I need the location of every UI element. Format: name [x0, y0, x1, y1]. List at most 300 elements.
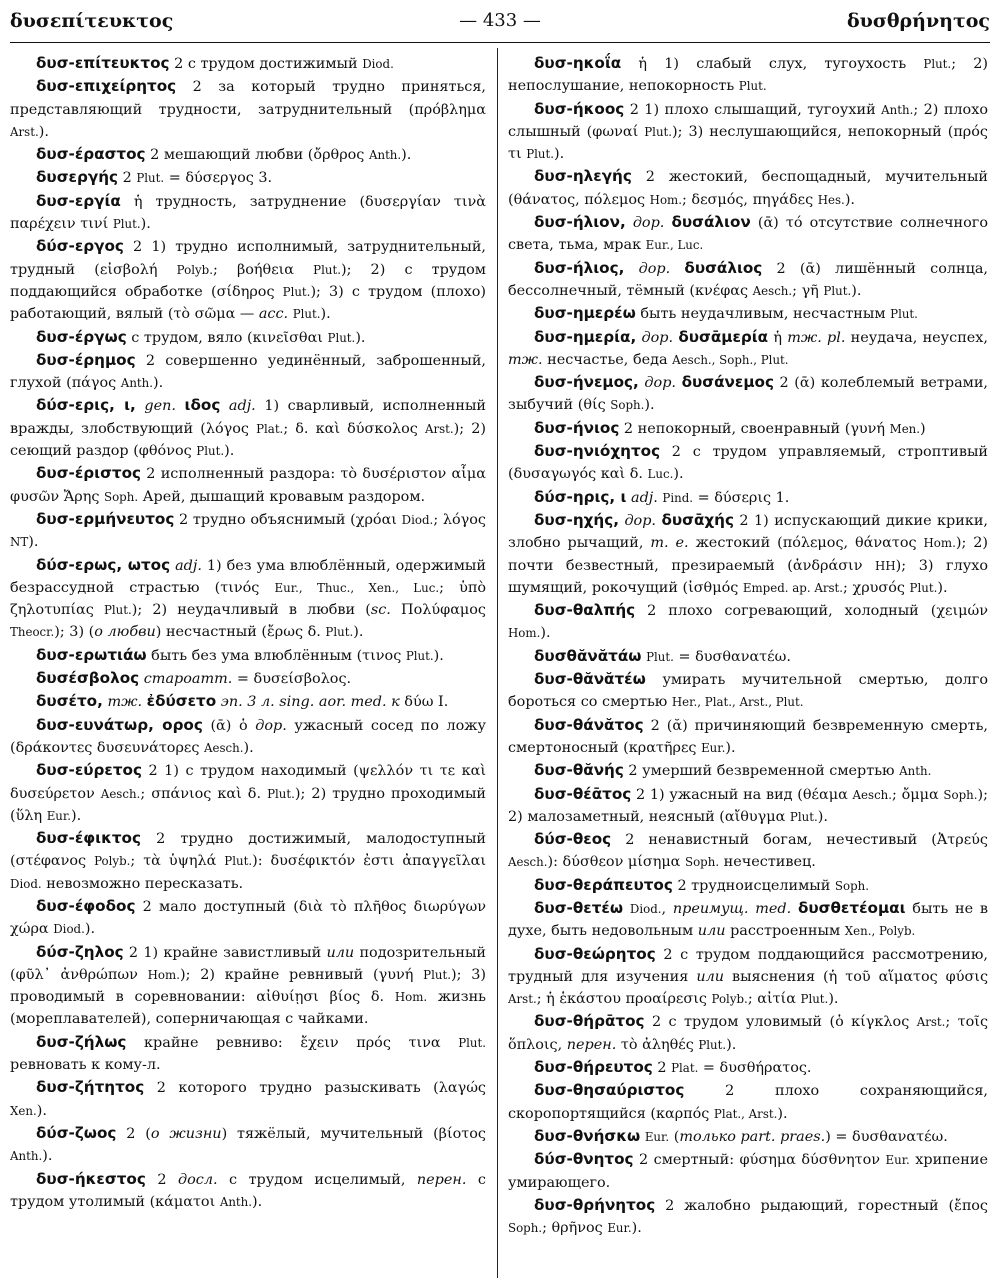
entry-text: 2 с трудом уловимый (ὁ κίγκλος — [644, 1014, 917, 1031]
headword: δυσ-θησαύριστος — [534, 1081, 685, 1100]
source-abbr: Soph. — [508, 1221, 543, 1236]
entry-text: с трудом исцелимый, — [217, 1171, 417, 1188]
source-abbr: Hom. — [147, 967, 180, 982]
headword: δυσ-θέᾱτος — [534, 784, 632, 803]
entry-text: ; ἡ ἑκάστου προαίρεσις — [536, 991, 712, 1008]
dictionary-entry — [508, 486, 988, 509]
entry-text: ). — [320, 306, 331, 323]
dictionary-entry — [508, 1010, 988, 1056]
dictionary-entry — [508, 52, 988, 98]
entry-text: 2 1) с трудом находимый (ψελλόν τι τε καὶ δυσεύρετον — [10, 763, 486, 802]
dictionary-entry — [10, 759, 486, 827]
entry-text: ). — [252, 1193, 263, 1210]
dictionary-entry — [10, 667, 486, 690]
source-abbr: Plut. — [196, 444, 225, 459]
source-abbr: Aesch. — [508, 855, 548, 870]
entry-text: ) — [920, 420, 926, 437]
entry-text: ; ὑπὸ ζηλοτυπίας — [10, 579, 486, 619]
dictionary-entry — [508, 1194, 988, 1240]
source-abbr: Hom. — [649, 192, 682, 207]
source-abbr: Plut. — [909, 580, 938, 595]
headword: δυσ-θνήσκω — [534, 1126, 641, 1145]
headword: δυσάλιον — [671, 213, 751, 232]
source-abbr: Diod. — [10, 876, 42, 891]
headword: δυσ-θετέω — [534, 898, 624, 917]
dictionary-entry — [10, 75, 486, 143]
entry-text: Πολύφαμος — [390, 602, 486, 619]
dictionary-entry — [508, 897, 988, 943]
italic-label: только part. praes. — [679, 1128, 826, 1145]
headword: δυσ-θεώρητος — [534, 944, 656, 963]
headword: δυσ-ήκεστος — [36, 1169, 146, 1188]
entry-text: 1) без ума влюблённый, одержимый безрассудной страстью (τινός — [10, 557, 486, 596]
entry-text: 2 мешающий любви (ὄρθρος — [145, 147, 369, 164]
italic-label: дор. — [632, 215, 665, 232]
entry-text: τὸ ἀληθές — [616, 1036, 699, 1053]
entry-text: 2 исполненный раздора: τὸ δυσέριστον αἷμα φυσῶν Ἄρης — [10, 466, 486, 505]
entry-text: ). — [84, 921, 96, 938]
dictionary-entry — [508, 326, 988, 372]
source-abbr: Plut. — [789, 809, 818, 824]
source-abbr: Plut. — [103, 603, 132, 618]
headword: δυσ-ερμήνευτος — [36, 509, 175, 528]
entry-text — [176, 398, 185, 414]
header-right-guideword: δυσθρήνητος — [846, 10, 990, 32]
entry-text: нечестивец. — [719, 854, 816, 871]
entry-text: ; αἰτία — [747, 991, 801, 1008]
headword: δυσεργής — [36, 168, 119, 187]
dictionary-entry — [508, 1125, 988, 1148]
dictionary-entry — [508, 1056, 988, 1079]
headword: δύσ-ζωος — [36, 1123, 117, 1142]
entry-text: ) = δυσθανατέω. — [825, 1128, 948, 1145]
entry-text: ). — [355, 329, 366, 346]
entry-text: ). — [828, 991, 839, 1008]
entry-text: 2 (ᾱ) колеблемый ветрами, зыбучий (θίς — [508, 375, 988, 414]
entry-text: ). — [433, 647, 444, 664]
entry-text: крайне ревниво: ἔχειν πρός τινα — [126, 1034, 459, 1051]
entry-text: 2 — [118, 170, 137, 187]
page-number: — 433 — — [459, 10, 541, 31]
headword: δυσ-ήλιος, — [534, 258, 625, 277]
entry-text: 2 за который трудно приняться, представляющий трудности, затруднительный (πρόβλημα — [10, 79, 486, 118]
italic-label: тж. pl. — [787, 329, 846, 346]
source-abbr: Anth. — [120, 376, 154, 391]
headword: δυσ-ζήτητος — [36, 1078, 145, 1097]
headword: δυσ-επιχείρητος — [36, 77, 177, 96]
entry-text: ; σπάνιος καὶ δ. — [140, 785, 268, 802]
headword: δυσθᾰνᾰτάω — [534, 646, 642, 665]
headword: δύσ-θνητος — [534, 1150, 634, 1169]
dictionary-entry — [508, 599, 988, 645]
entry-text: быть неудачливым, несчастным — [635, 306, 891, 323]
entry-text: ). — [844, 191, 856, 208]
entry-text: 2 жестокий, беспощадный, мучительный (θάνατος, πόλεμος — [508, 169, 988, 208]
dictionary-entry — [10, 1031, 486, 1077]
source-abbr: Soph. — [610, 398, 645, 413]
headword: δυσ-ηχής, — [534, 510, 620, 529]
entry-text: жестокий (πόλεμος, θάνατος — [688, 535, 924, 552]
headword: δυσέτο, — [36, 692, 103, 711]
entry-text: 2 совершенно уединённый, заброшенный, глухой (πάγος — [10, 352, 486, 392]
entry-text: 2 плохо сохраняющийся, скоропортящийся (καρπός — [508, 1083, 988, 1122]
entry-text: 2 с трудом поддающийся рассмотрению, трудный для изучения — [508, 946, 988, 985]
headword: δυσάνεμος — [681, 373, 774, 392]
source-abbr: Her., Plat., Arst., Plut. — [671, 695, 804, 710]
source-abbr: Plut. — [646, 649, 674, 664]
source-abbr: NT — [10, 535, 29, 550]
headword: δυσ-θεράπευτος — [534, 875, 673, 894]
entry-text — [791, 901, 798, 917]
right-column — [508, 52, 988, 1280]
source-abbr: Plut. — [458, 1035, 486, 1050]
entry-text: ; τὰ ὑψηλά — [130, 853, 225, 870]
dictionary-entry — [10, 508, 486, 554]
source-abbr: Diod. — [362, 57, 394, 71]
entry-text: ). — [140, 216, 151, 233]
entry-text: ); 3) глухо шумящий, рокочущий (ἰσθμός — [508, 557, 988, 596]
entry-text: невозможно пересказать. — [41, 875, 244, 892]
headword: δυσ-θήρᾱτος — [534, 1012, 645, 1031]
headword: δυσ-ευνάτωρ, ορος — [36, 715, 203, 734]
source-abbr: Anth. — [881, 102, 914, 117]
italic-label: дор. — [255, 717, 287, 734]
entry-text: 2 умерший безвременной смертью — [623, 763, 900, 780]
entry-text: жизнь (мореплавателей), соперничающая с чайками. — [10, 989, 486, 1028]
entry-text: ). — [540, 625, 551, 642]
entry-text: ); 2) трудно проходимый (ὕλη — [10, 785, 486, 824]
headword: δυσ-έραστος — [36, 145, 146, 164]
page-header — [10, 6, 990, 40]
source-abbr: Plut. — [327, 330, 356, 345]
entry-text: умирать мучительной смертью, долго бороться со смертью — [508, 672, 988, 711]
source-abbr: Diod. — [629, 901, 662, 916]
source-abbr: Arst. — [424, 421, 454, 436]
source-abbr: Soph. — [943, 787, 978, 802]
entry-text: ; θρῆνος — [542, 1220, 608, 1237]
source-abbr: Luc. — [647, 467, 674, 482]
italic-label: или — [326, 944, 355, 961]
entry-text: = δυσείσβολος. — [232, 671, 352, 688]
entry-text: 2 плохо согревающий, холодный (χειμών — [635, 603, 988, 620]
entry-text: ; δεσμός, πηγάδες — [681, 191, 818, 208]
entry-text: ). — [817, 808, 828, 825]
entry-text: ). — [243, 739, 254, 756]
source-abbr: Hom. — [394, 990, 428, 1005]
italic-label: староатт. — [143, 671, 233, 688]
entry-text: ). — [42, 1148, 53, 1165]
source-abbr: Arst. — [508, 992, 537, 1007]
entry-text: ) несчастный (ἔρως δ. — [155, 624, 326, 641]
entry-text: ). — [153, 375, 164, 392]
dictionary-entry — [508, 211, 988, 257]
entry-text: (ᾱ) τό отсутствие солнечного света, тьма, мрак — [508, 215, 988, 254]
source-abbr: Hes. — [817, 192, 845, 207]
source-abbr: Plut. — [890, 307, 918, 322]
headword: δυσ-ήκοος — [534, 99, 625, 118]
source-abbr: Soph. — [103, 489, 139, 504]
source-abbr: Eur. — [46, 808, 71, 823]
headword: δυσ-θᾰνής — [534, 761, 624, 780]
entry-text: расстроенным — [725, 923, 845, 940]
entry-text: ; ὄμμα — [892, 786, 944, 803]
headword: δυσ-ήνεμος, — [534, 373, 639, 392]
dictionary-entry — [508, 371, 988, 417]
entry-text: 2 1) крайне завистливый — [123, 944, 327, 961]
entry-text: 2 ( — [116, 1125, 151, 1142]
entry-text: ); 3) с трудом (плохо) работающий, вялый (τὸ σῶμα — — [10, 283, 486, 323]
entry-text: (ᾱ) ὁ — [202, 717, 256, 734]
entry-text: ). — [71, 807, 82, 824]
italic-label: sc. — [370, 602, 391, 619]
dictionary-entry — [508, 783, 988, 829]
italic-label: т. е. — [650, 535, 689, 552]
source-abbr: Aesch. — [100, 786, 141, 801]
italic-label: или — [697, 923, 726, 940]
source-abbr: Soph. — [684, 855, 720, 870]
source-abbr: Plat. — [671, 1061, 699, 1076]
entry-text: несчастье, беда — [542, 351, 673, 368]
entry-text: хрипение умирающего. — [508, 1152, 988, 1191]
dictionary-entry — [508, 98, 988, 166]
entry-text: ужасный сосед по ложу (δράκοντες δυσευνάτορες — [10, 717, 486, 756]
italic-label: о жизни — [150, 1125, 222, 1142]
source-abbr: Plut. — [526, 147, 554, 162]
headword: ιδος — [184, 396, 221, 415]
entry-text: ). — [28, 534, 39, 551]
source-abbr: Plut. — [313, 262, 341, 277]
dictionary-entry — [10, 235, 486, 325]
source-abbr: Emped. ap. Arst. — [742, 580, 844, 595]
dictionary-entry — [10, 1122, 486, 1168]
dictionary-entry — [10, 941, 486, 1031]
headword: δύσ-εργος — [36, 237, 124, 256]
source-abbr: Xen. — [10, 1103, 37, 1118]
source-abbr: Eur. — [607, 1221, 632, 1236]
entry-text: выяснения (ἡ τοῦ αἵματος φύσις — [724, 968, 988, 985]
source-abbr: Arst. — [916, 1015, 946, 1030]
column-divider — [497, 48, 498, 1278]
dictionary-entry — [10, 714, 486, 760]
headword: δυσ-ηλεγής — [534, 167, 632, 186]
source-abbr: Eur. — [644, 1129, 670, 1144]
entry-text: 2 мало доступный (διὰ τὸ πλῆθος διωρύγων χώρα — [10, 898, 486, 938]
source-abbr: Aesch. — [852, 787, 893, 802]
source-abbr: Hom. — [508, 626, 541, 641]
source-abbr: Polyb. — [711, 992, 748, 1007]
headword: δύσ-ερις, ι, — [36, 396, 136, 415]
source-abbr: Polyb. — [176, 262, 213, 277]
dictionary-entry — [10, 895, 486, 941]
dictionary-entry — [10, 644, 486, 667]
headword: δυσ-ζήλως — [36, 1032, 127, 1051]
italic-label: перен. — [566, 1036, 617, 1053]
dictionary-entry — [10, 326, 486, 349]
entry-text — [670, 261, 684, 277]
source-abbr: Eur. — [885, 1153, 910, 1168]
entry-text: δύω I. — [399, 694, 449, 711]
entry-text: ). — [777, 1105, 788, 1122]
entry-text: быть без ума влюблённым (τινος — [146, 647, 406, 664]
headword: δυσ-ήνιος — [534, 418, 620, 437]
source-abbr: Plut. — [698, 1037, 727, 1052]
source-abbr: Eur., Luc. — [645, 238, 704, 253]
source-abbr: Xen., Polyb. — [844, 924, 916, 939]
source-abbr: Plut. — [267, 786, 295, 801]
entry-text: ). — [401, 147, 412, 164]
headword: δυσ-έφικτος — [36, 829, 141, 848]
headword: δυσ-εύρετος — [36, 761, 142, 780]
entry-text: ); 3) неслушающийся, непокорный (πρός τι — [508, 123, 988, 163]
entry-text: ; βοήθεια — [212, 261, 314, 278]
entry-text: 2 с трудом достижимый — [169, 56, 363, 72]
entry-text: 2 смертный: φύσημα δύσθνητον — [633, 1152, 886, 1169]
entry-text: 2 (ᾱ) лишённый солнца, бессолнечный, тёмный (κνέφας — [508, 260, 988, 299]
headword: δυσάλιος — [684, 258, 763, 277]
entry-text: ); 2) с трудом поддающийся обработке (σίδηρος — [10, 261, 486, 300]
headword: δυσ-ημερέω — [534, 304, 636, 323]
dictionary-entry — [508, 828, 988, 874]
entry-text: быть не в духе, быть недовольным — [508, 900, 988, 940]
entry-text: ); 2) сеющий раздор (φθόνος — [10, 420, 486, 460]
dictionary-entry — [508, 417, 988, 440]
entry-text: ); 2) неудачливый в любви ( — [131, 602, 371, 619]
entry-text: 2 трудноисцелимый — [672, 877, 835, 894]
headword: δυσ-έριστος — [36, 464, 142, 483]
source-abbr: Theocr. — [10, 625, 55, 640]
italic-label: дор. — [638, 260, 671, 277]
source-abbr: Anth. — [368, 148, 402, 163]
headword: δυσ-εργία — [36, 191, 121, 210]
italic-label: gen. — [144, 398, 176, 415]
entry-text: 2 трудно объяснимый (χρόαι — [174, 511, 402, 528]
source-abbr: Plut. — [823, 283, 852, 298]
headword: δυσ-ηκοΐα — [534, 54, 622, 72]
dictionary-entry — [10, 166, 486, 189]
italic-label: эп. 3 л. sing. aor. med. к — [220, 694, 400, 711]
headword: δυσ-θᾰνᾰτέω — [534, 670, 646, 689]
entry-text: Арей, дышащий кровавым раздором. — [138, 488, 426, 505]
entry-text: 2 непокорный, своенравный (γυνή — [619, 420, 890, 437]
dictionary-entry — [10, 349, 486, 395]
entry-text: 2 1) плохо слышащий, тугоухий — [624, 101, 882, 118]
entry-text: ; δ. καὶ δύσκολος — [283, 420, 425, 437]
dictionary-entry — [10, 690, 486, 713]
entry-text — [220, 398, 229, 414]
entry-text — [624, 261, 638, 277]
source-abbr: Pind. — [662, 490, 694, 505]
dictionary-entry — [10, 554, 486, 644]
source-abbr: HH — [875, 558, 896, 573]
italic-label: adj. — [228, 398, 256, 415]
headword: δυσ-θάνᾰτος — [534, 715, 644, 734]
entry-text: ). — [937, 579, 948, 596]
italic-label: acc. — [258, 306, 289, 323]
italic-label: дор. — [624, 512, 657, 529]
entry-text: ). — [353, 624, 364, 641]
entry-text: ). — [644, 397, 655, 414]
source-abbr: Plut. — [282, 284, 311, 299]
header-left-guideword: δυσεπίτευκτος — [10, 10, 174, 32]
entry-text: ἡ трудность, затруднение (δυσεργίαν τινὰ παρέχειν τινί — [10, 193, 486, 233]
entry-text: ): δυσέφικτόν ἐστι ἀπαγγεῖλαι — [252, 853, 486, 870]
source-abbr: Plut. — [224, 854, 253, 869]
entry-text: ); 2) почти безвестный, презираемый (ἀνδράσιν — [508, 535, 988, 574]
source-abbr: Polyb. — [94, 854, 131, 869]
entry-text: 2 ненавистный богам, нечестивый (Ἀτρεύς — [611, 832, 988, 849]
entry-text: ). — [725, 739, 736, 756]
source-abbr: Aesch. — [752, 283, 793, 298]
headword: δυσ-επίτευκτος — [36, 54, 170, 72]
entry-text: ); 3) проводимый в соревновании: αἰθυίῃσι βίος δ. — [10, 966, 486, 1006]
italic-label: adj. — [630, 489, 658, 506]
headword: δυσ-θαλπής — [534, 601, 636, 620]
source-abbr: Arst. — [10, 124, 39, 139]
dictionary-entry — [10, 394, 486, 462]
entry-text — [626, 215, 633, 231]
headword: δύσ-ερως, ωτος — [36, 555, 171, 574]
entry-text: 2 1) ужасный на вид (θέαμα — [631, 786, 853, 803]
headword: ἐδύσετο — [146, 692, 217, 711]
headword: δυσ-ηνιόχητος — [534, 442, 661, 461]
entry-text: ); 2) малозаметный, неясный (αἴθυγμα — [508, 786, 988, 825]
headword: δυσ-έρημος — [36, 350, 136, 369]
source-abbr: Aesch., Soph., Plut. — [672, 352, 789, 367]
source-abbr: Anth. — [219, 1194, 253, 1209]
dictionary-entry — [508, 440, 988, 486]
dictionary-entry — [508, 302, 988, 325]
italic-label: тж. — [107, 694, 143, 711]
dictionary-entry — [508, 759, 988, 782]
headword: δυσ-θήρευτος — [534, 1058, 653, 1077]
entry-text: 2 — [652, 1060, 672, 1077]
headword: δυσᾱμερία — [678, 327, 769, 346]
headword: δυσ-ερωτιάω — [36, 645, 147, 664]
entry-text: 2 (ᾰ) причиняющий безвременную смерть, смертоносный (κρατῆρες — [508, 717, 988, 756]
source-abbr: Hom. — [923, 536, 956, 551]
entry-text: = δυσθήρατος. — [698, 1060, 812, 1077]
entry-text: с трудом утолимый (κάματοι — [10, 1171, 486, 1210]
source-abbr: Diod. — [53, 922, 85, 937]
italic-label: adj. — [175, 557, 202, 574]
entry-text: ; χρυσός — [843, 579, 910, 596]
entry-text — [623, 901, 630, 917]
entry-text: ; τοῖς ὅπλοις, — [508, 1014, 988, 1053]
entry-text: ; γῆ — [792, 282, 824, 299]
source-abbr: Plut. — [405, 648, 434, 663]
entry-text: ἡ — [768, 329, 788, 346]
entry-text: ) тяжёлый, мучительный (βίοτος — [221, 1125, 486, 1142]
source-abbr: Plut. — [800, 992, 829, 1007]
entry-text: 2 1) трудно исполнимый, затруднительный, трудный (εἰσβολή — [10, 239, 486, 278]
entry-text: ); 3) ( — [54, 624, 95, 641]
source-abbr: Diod. — [401, 512, 434, 527]
headword: δυσ-ήλιον, — [534, 213, 626, 232]
italic-label: досл. — [177, 1171, 218, 1188]
dictionary-entry — [508, 1148, 988, 1194]
dictionary-entry — [10, 827, 486, 895]
dictionary-entry — [508, 509, 988, 599]
entry-text: 2 трудно достижимый, малодоступный (στέφανος — [10, 831, 486, 870]
dictionary-entry — [508, 1079, 988, 1125]
entry-text: ): δύσθεον μίσημα — [547, 854, 685, 871]
entry-text: = δύσερις 1. — [693, 489, 790, 506]
italic-label: о любви — [94, 624, 156, 641]
entry-text: ); 2) крайне ревнивый (γυνή — [179, 966, 424, 983]
source-abbr: Eur. — [701, 740, 726, 755]
entry-text: ; 2) плохо слышный (φωναί — [508, 101, 988, 140]
entry-text: подозрительный (φῦλ᾽ ἀνθρώπων — [10, 944, 486, 983]
